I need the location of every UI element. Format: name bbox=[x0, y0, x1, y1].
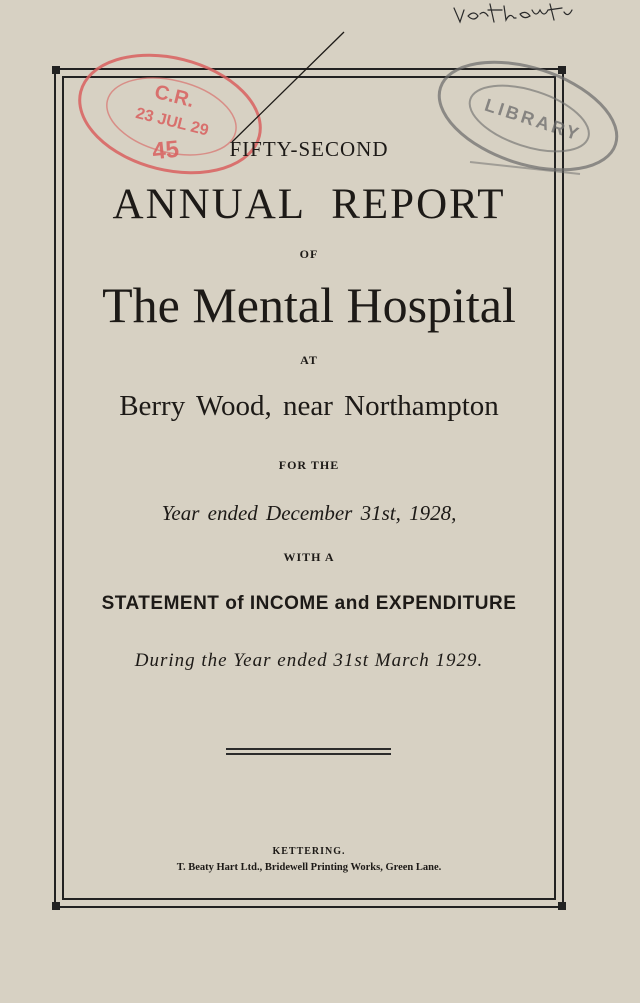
institution-name: The Mental Hospital bbox=[102, 277, 516, 333]
connector-for-the: FOR THE bbox=[278, 458, 340, 472]
connector-of: OF bbox=[299, 247, 319, 261]
imprint-printer: T. Beaty Hart Ltd., Bridewell Printing Works, Green Lane. bbox=[176, 862, 442, 873]
connector-with-a: WITH A bbox=[283, 550, 335, 564]
during-line: During the Year ended 31st March 1929. bbox=[134, 650, 484, 671]
location-line: Berry Wood, near Northampton bbox=[119, 390, 499, 422]
statement-line: STATEMENT of INCOME and EXPENDITURE bbox=[101, 593, 517, 614]
divider-rule bbox=[226, 753, 391, 755]
stamp-number: 45 bbox=[150, 135, 181, 166]
year-line: Year ended December 31st, 1928, bbox=[161, 501, 457, 525]
border-corner bbox=[558, 902, 566, 910]
edition-heading: FIFTY-SECOND bbox=[229, 137, 389, 161]
border-corner bbox=[558, 66, 566, 74]
stamp-library-label: LIBRARY bbox=[482, 94, 584, 145]
divider-rule bbox=[226, 748, 391, 750]
stamp-date: 23 JUL 29 bbox=[133, 104, 211, 140]
imprint-town: KETTERING. bbox=[272, 846, 346, 857]
report-title: ANNUAL REPORT bbox=[112, 181, 506, 228]
stamp-code: C.R. bbox=[152, 81, 197, 113]
connector-at: AT bbox=[300, 353, 318, 367]
handwritten-signature bbox=[450, 0, 610, 30]
border-corner bbox=[52, 902, 60, 910]
border-corner bbox=[52, 66, 60, 74]
